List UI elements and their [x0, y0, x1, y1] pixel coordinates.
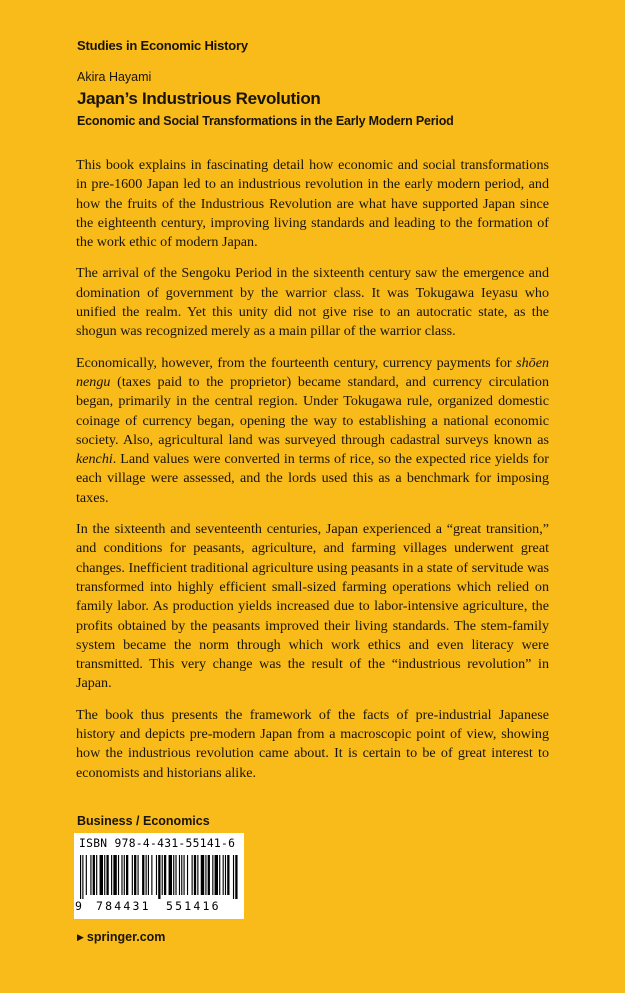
isbn-barcode [74, 833, 244, 919]
ean-first-digit: 9 [75, 899, 82, 913]
ean-left-group: 784431 [96, 899, 151, 913]
subject-category: Business / Economics [77, 814, 210, 828]
blurb-p3-part-a: Economically, however, from the fourteenth century, currency payments for [76, 354, 517, 371]
blurb-paragraph-2: The arrival of the Sengoku Period in the sixteenth century saw the emergence and domination of government by the warrior class. It was Tokugawa Ieyasu who unified the realm. Yet this unity did not give rise to an autocratic state, as the shogun was recognized merely as a main pillar of the warrior class. [76, 265, 549, 340]
ean-right-group: 551416 [166, 899, 221, 913]
arrow-right-icon: ▶ [77, 932, 84, 942]
author-name: Akira Hayami [77, 70, 152, 84]
blurb-p3-part-b: (taxes paid to the proprietor) became standard, and currency circulation began, primarily in the central region. Under Tokugawa rule, organized domestic coinage of currency began, opening the way to establishing a national economic society. Also, agricultural land was surveyed through cadastral surveys known as [76, 373, 549, 448]
barcode-bars-icon [80, 855, 238, 899]
term-kenchi: kenchi [76, 451, 113, 468]
isbn-label: ISBN 978-4-431-55141-6 [79, 837, 236, 850]
publisher-website[interactable] [77, 930, 165, 944]
back-cover-blurb [76, 156, 549, 795]
book-title: Japan’s Industrious Revolution [77, 89, 321, 108]
blurb-paragraph-1: This book explains in fascinating detail how economic and social transformations in pre-1600 Japan led to an industrious revolution in the early modern period, and how the fruits of the Industrious Revolution are what have supported Japan since the eighteenth century, improving living standards and leading to the formation of the work ethic of modern Japan. [76, 157, 549, 251]
series-name: Studies in Economic History [77, 38, 248, 53]
blurb-paragraph-4: In the sixteenth and seventeenth centuries, Japan experienced a “great transition,” and conditions for peasants, agriculture, and farming villages underwent great changes. Inefficient traditional agriculture using peasants in a state of servitude was transformed into highly efficient small-sized farming operations which relied on family labor. As production yields increased due to labor-intensive agriculture, the profits obtained by the peasants improved their living standards. The stem-family system became the norm through which work ethics and even literacy were transmitted. This very change was the result of the “industrious revolution” in Japan. [76, 521, 549, 692]
blurb-paragraph-5: The book thus presents the framework of the facts of pre-industrial Japanese history and depicts pre-modern Japan from a macroscopic point of view, showing how the industrious revolution came about. It is certain to be of great interest to economists and historians alike. [76, 706, 549, 781]
blurb-paragraph-3 [76, 354, 549, 508]
blurb-p3-part-c: . Land values were converted in terms of rice, so the expected rice yields for each village were assessed, and the lords used this as a benchmark for imposing taxes. [76, 451, 549, 506]
term-shoen-nengu: shōen nengu [76, 354, 549, 390]
book-subtitle: Economic and Social Transformations in the Early Modern Period [77, 114, 454, 128]
website-label: springer.com [86, 930, 166, 944]
